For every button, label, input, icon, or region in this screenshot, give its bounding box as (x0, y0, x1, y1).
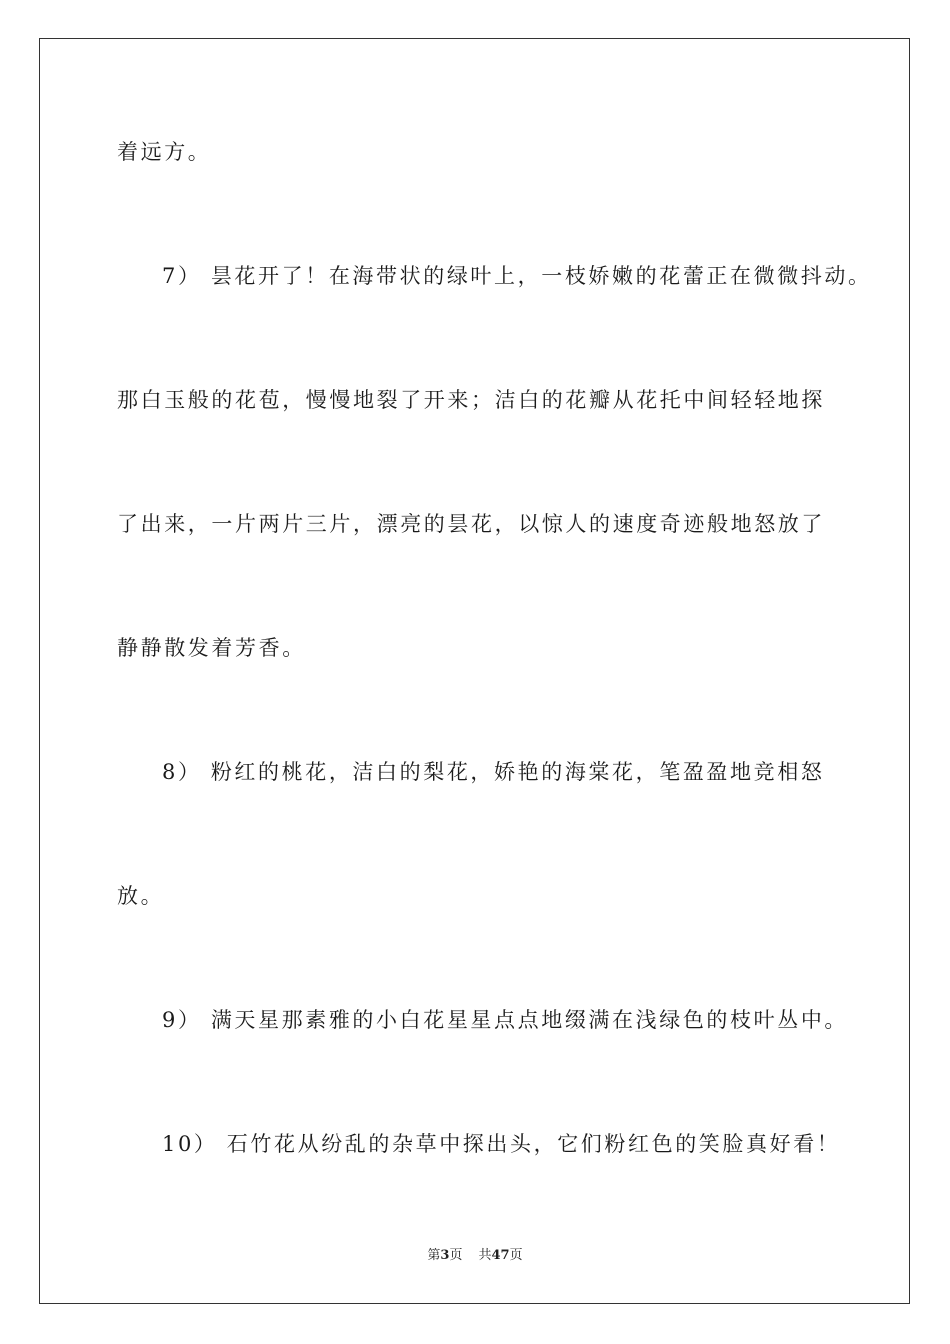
footer-page-prefix: 第 (427, 1248, 441, 1263)
footer-total-prefix: 共 (478, 1248, 492, 1263)
page-footer (0, 1247, 950, 1265)
footer-total-suffix: 页 (509, 1248, 523, 1263)
text-line-8: 9） 满天星那素雅的小白花星星点点地缀满在浅绿色的枝叶丛中。 (162, 1008, 849, 1032)
text-line-7: 放。 (117, 884, 165, 908)
footer-page-suffix: 页 (449, 1248, 463, 1263)
text-line-4: 了出来，一片两片三片，漂亮的昙花，以惊人的速度奇迹般地怒放了 (117, 512, 825, 536)
text-line-9: 10） 石竹花从纷乱的杂草中探出头，它们粉红色的笑脸真好看！ (162, 1132, 841, 1156)
text-line-6: 8） 粉红的桃花，洁白的梨花，娇艳的海棠花，笔盈盈地竞相怒 (162, 760, 825, 784)
footer-page-number: 3 (440, 1248, 450, 1263)
text-line-5: 静静散发着芳香。 (117, 636, 306, 660)
page-border (39, 38, 910, 1304)
text-line-3: 那白玉般的花苞，慢慢地裂了开来；洁白的花瓣从花托中间轻轻地探 (117, 388, 825, 412)
footer-total-pages: 47 (491, 1248, 510, 1263)
text-line-1: 着远方。 (117, 140, 212, 164)
text-line-2: 7） 昙花开了！在海带状的绿叶上，一枝娇嫩的花蕾正在微微抖动。 (162, 264, 872, 288)
